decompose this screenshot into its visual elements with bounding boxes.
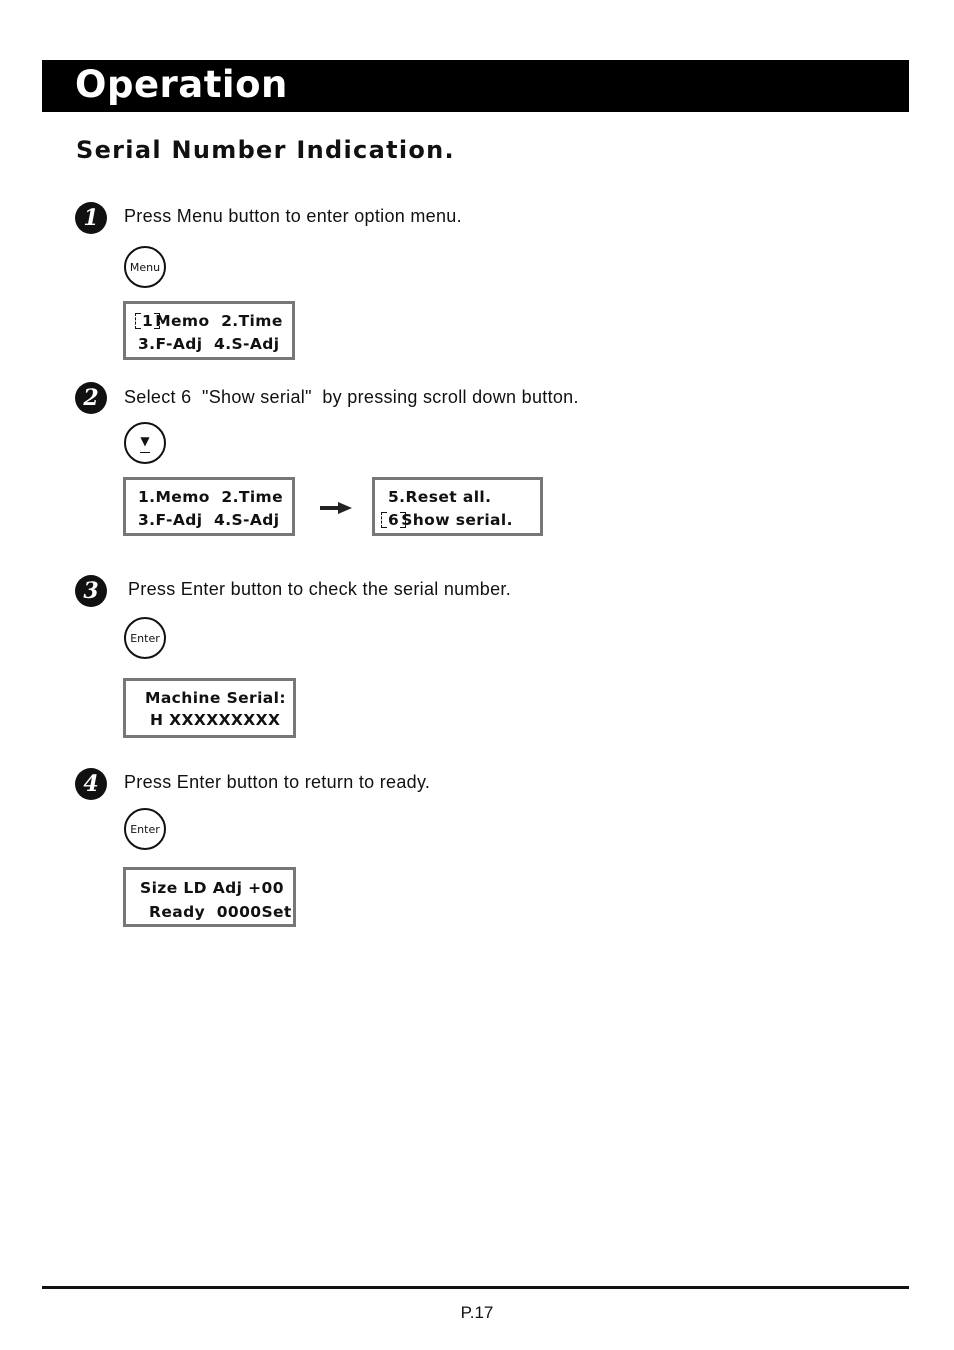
lcd-line-1: 1.Memo 2.Time [138, 488, 284, 506]
lcd-line-1: Size LD Adj +00 [140, 879, 284, 897]
footer-divider [42, 1286, 909, 1289]
header-bar [42, 60, 909, 112]
step-4-number: 4 [75, 768, 107, 800]
lcd-line-2 [386, 511, 513, 529]
lcd-line-1: 5.Reset all. [388, 488, 492, 506]
lcd-line-1: Machine Serial: [145, 689, 286, 707]
lcd-line-1-text: Memo 2.Time [155, 312, 283, 330]
arrow-right-icon [320, 502, 352, 514]
lcd-line-2: 3.F-Adj 4.S-Adj [138, 511, 280, 529]
blink-cursor: 1 [142, 312, 154, 330]
blink-cursor: 6 [388, 511, 400, 529]
menu-button[interactable] [124, 246, 166, 288]
lcd-display-step-4 [123, 867, 296, 927]
step-1-text: Press Menu button to enter option menu. [124, 206, 462, 226]
lcd-line-2: H XXXXXXXXX [150, 711, 281, 729]
enter-button-label: Enter [130, 822, 160, 836]
enter-button[interactable] [124, 617, 166, 659]
triangle-down-icon: ▼ [140, 434, 150, 448]
lcd-line-2: 3.F-Adj 4.S-Adj [138, 335, 280, 353]
step-3-text: Press Enter button to check the serial number. [128, 579, 511, 599]
section-title: Serial Number Indication. [76, 136, 455, 164]
step-2-text: Select 6 "Show serial" by pressing scroll down button. [124, 387, 579, 407]
enter-button[interactable] [124, 808, 166, 850]
enter-button-label: Enter [130, 631, 160, 645]
lcd-line-2-text: Show serial. [401, 511, 513, 529]
lcd-display-step-3 [123, 678, 296, 738]
menu-button-label: Menu [129, 260, 161, 274]
page-title: Operation [75, 63, 288, 106]
lcd-display-step-2-before [123, 477, 295, 536]
step-3-number: 3 [75, 575, 107, 607]
step-2-number: 2 [75, 382, 107, 414]
page-number: P.17 [460, 1303, 494, 1322]
step-1-number: 1 [75, 202, 107, 234]
lcd-line-1 [140, 312, 283, 330]
step-4-text: Press Enter button to return to ready. [124, 772, 431, 792]
underline-icon [140, 452, 150, 453]
lcd-display-step-2-after [372, 477, 543, 536]
scroll-down-button[interactable] [124, 422, 166, 464]
lcd-display-step-1 [123, 301, 295, 360]
lcd-line-2: Ready 0000Set [149, 903, 292, 921]
